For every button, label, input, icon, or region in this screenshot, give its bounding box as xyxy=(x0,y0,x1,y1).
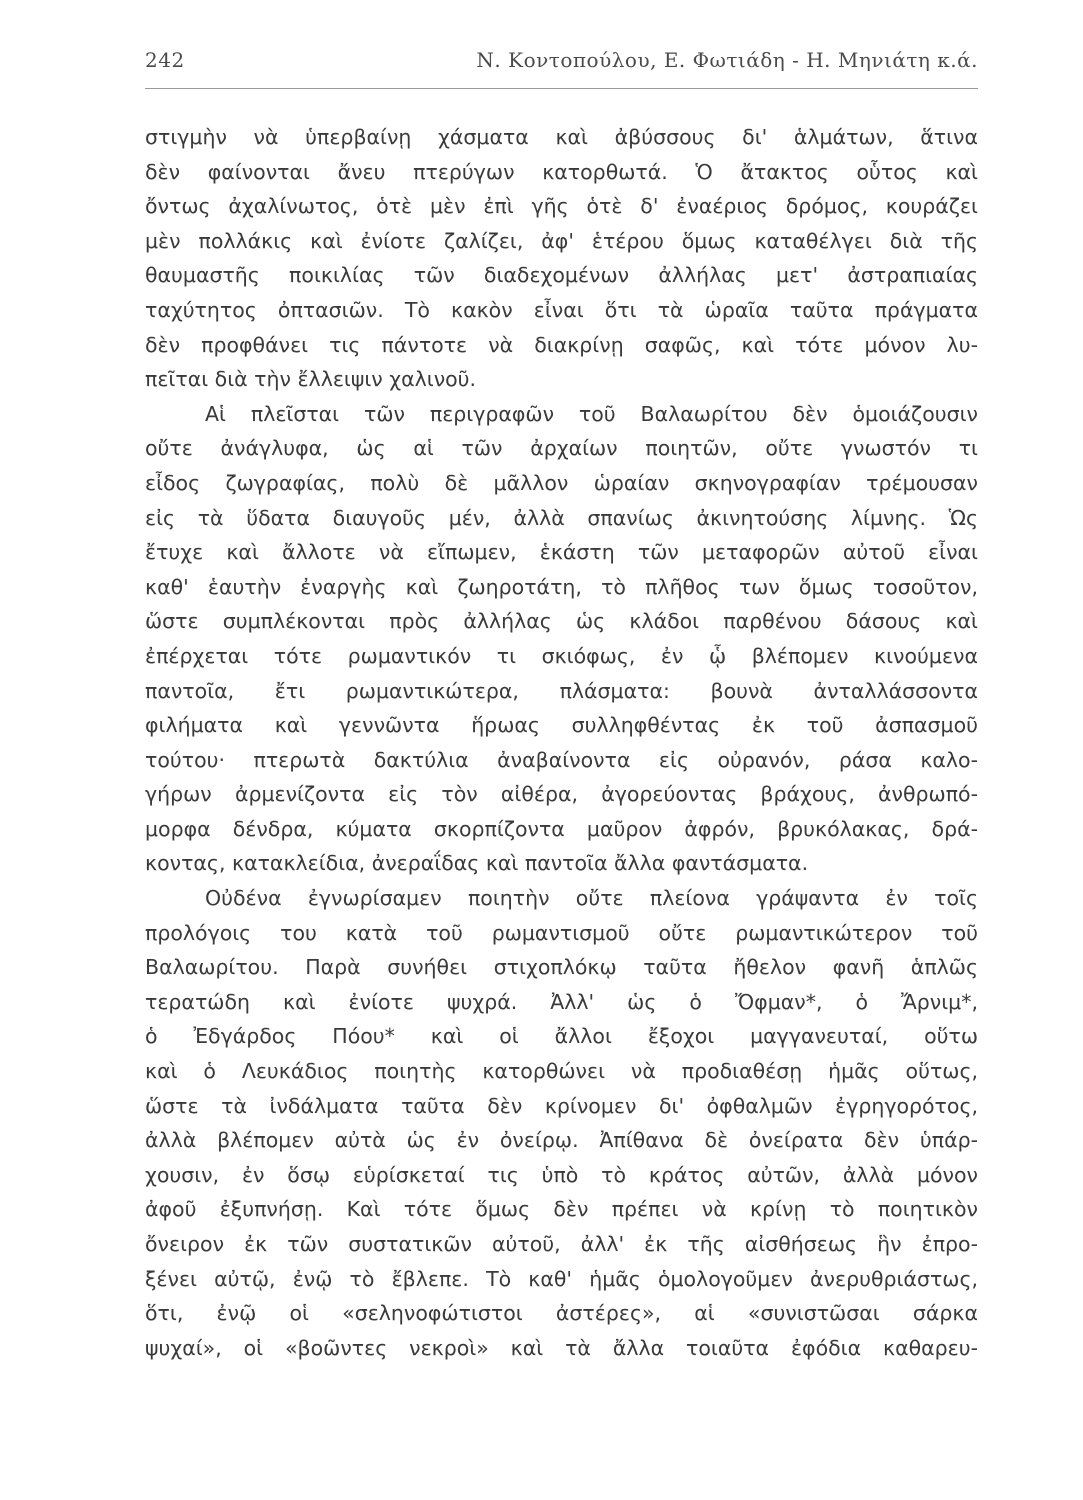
text-line: Αἱ πλεῖσται τῶν περιγραφῶν τοῦ Βαλαωρίτου δὲν ὁμοιάζουσιν xyxy=(205,401,978,426)
text-line: ταχύτητος ὀπτασιῶν. Τὸ κακὸν εἶναι ὅτι τὰ ὡραῖα ταῦτα πράγματα xyxy=(145,297,978,322)
text-line: παντοῖα, ἔτι ρωμαντικώτερα, πλάσματα: βουνὰ ἀνταλλάσσοντα xyxy=(145,678,978,703)
header-rule xyxy=(145,88,978,89)
text-line: προλόγοις του κατὰ τοῦ ρωμαντισμοῦ οὔτε ρωμαντικώτερον τοῦ xyxy=(145,920,978,945)
body-text xyxy=(145,120,978,1365)
text-line: ἐπέρχεται τότε ρωμαντικόν τι σκιόφως, ἐν ᾧ βλέπομεν κινούμενα xyxy=(145,643,978,668)
text-line: κοντας, κατακλείδια, ἀνεραΐδας καὶ παντοῖα ἄλλα φαντάσματα. xyxy=(145,851,809,876)
text-line: θαυμαστῆς ποικιλίας τῶν διαδεχομένων ἀλλήλας μετ' ἀστραπιαίας xyxy=(145,263,978,288)
text-line: ὄνειρον ἐκ τῶν συστατικῶν αὐτοῦ, ἀλλ' ἐκ τῆς αἰσθήσεως ἣν ἐπρο- xyxy=(145,1232,978,1256)
text-line: δὲν φαίνονται ἄνευ πτερύγων κατορθωτά. Ὁ ἄτακτος οὗτος καὶ xyxy=(145,159,978,184)
text-line: ἔτυχε καὶ ἄλλοτε νὰ εἴπωμεν, ἑκάστη τῶν μεταφορῶν αὐτοῦ εἶναι xyxy=(145,540,978,565)
text-line: χουσιν, ἐν ὅσῳ εὑρίσκεταί τις ὑπὸ τὸ κράτος αὐτῶν, ἀλλὰ μόνον xyxy=(145,1162,978,1187)
text-line: μὲν πολλάκις καὶ ἐνίοτε ζαλίζει, ἀφ' ἑτέρου ὅμως καταθέλγει διὰ τῆς xyxy=(145,228,978,253)
page-number: 242 xyxy=(145,48,185,72)
text-line: εἶδος ζωγραφίας, πολὺ δὲ μᾶλλον ὡραίαν σκηνογραφίαν τρέμουσαν xyxy=(145,470,978,495)
text-line: ψυχαί», οἱ «βοῶντες νεκροὶ» καὶ τὰ ἄλλα τοιαῦτα ἐφόδια καθαρευ- xyxy=(145,1335,978,1360)
text-line: δὲν προφθάνει τις πάντοτε νὰ διακρίνῃ σαφῶς, καὶ τότε μόνον λυ- xyxy=(145,332,978,357)
text-line: καθ' ἑαυτὴν ἐναργὴς καὶ ζωηροτάτη, τὸ πλῆθος των ὅμως τοσοῦτον, xyxy=(145,574,978,599)
text-line: ἀλλὰ βλέπομεν αὐτὰ ὡς ἐν ὀνείρῳ. Ἀπίθανα δὲ ὀνείρατα δὲν ὑπάρ- xyxy=(145,1128,978,1153)
text-line: τούτου· πτερωτὰ δακτύλια ἀναβαίνοντα εἰς οὐρανόν, ράσα καλο- xyxy=(145,747,978,772)
text-line: στιγμὴν νὰ ὑπερβαίνῃ χάσματα καὶ ἀβύσσους δι' ἁλμάτων, ἅτινα xyxy=(145,125,978,149)
text-line: ὥστε τὰ ἰνδάλματα ταῦτα δὲν κρίνομεν δι' ὀφθαλμῶν ἐγρηγορότος, xyxy=(145,1093,978,1118)
text-line: φιλήματα καὶ γεννῶντα ἥρωας συλληφθέντας ἐκ τοῦ ἀσπασμοῦ xyxy=(145,713,978,738)
text-line: καὶ ὁ Λευκάδιος ποιητὴς κατορθώνει νὰ προδιαθέσῃ ἡμᾶς οὕτως, xyxy=(145,1059,978,1084)
text-line: ἀφοῦ ἐξυπνήσῃ. Καὶ τότε ὅμως δὲν πρέπει νὰ κρίνῃ τὸ ποιητικὸν xyxy=(145,1197,978,1222)
page-header xyxy=(145,48,978,88)
text-line: ὅτι, ἐνῷ οἱ «σεληνοφώτιστοι ἀστέρες», αἱ «συνιστῶσαι σάρκα xyxy=(145,1301,978,1326)
text-line: μορφα δένδρα, κύματα σκορπίζοντα μαῦρον ἀφρόν, βρυκόλακας, δρά- xyxy=(145,816,978,841)
running-head: Ν. Κοντοπούλου, Ε. Φωτιάδη - Η. Μηνιάτη κ.ά. xyxy=(476,48,978,72)
text-line: οὔτε ἀνάγλυφα, ὡς αἱ τῶν ἀρχαίων ποιητῶν, οὔτε γνωστόν τι xyxy=(145,436,978,461)
text-line: ὥστε συμπλέκονται πρὸς ἀλλήλας ὡς κλάδοι παρθένου δάσους καὶ xyxy=(145,609,978,634)
text-line: ὄντως ἀχαλίνωτος, ὁτὲ μὲν ἐπὶ γῆς ὁτὲ δ' ἐναέριος δρόμος, κουράζει xyxy=(145,194,978,219)
text-line: Βαλαωρίτου. Παρὰ συνήθει στιχοπλόκῳ ταῦτα ἤθελον φανῆ ἁπλῶς xyxy=(145,955,978,980)
text-line: ξένει αὐτῷ, ἐνῷ τὸ ἔβλεπε. Τὸ καθ' ἡμᾶς ὁμολογοῦμεν ἀνερυθριάστως, xyxy=(145,1266,978,1291)
text-line: ὁ Ἐδγάρδος Πόου* καὶ οἱ ἄλλοι ἔξοχοι μαγγανευταί, οὕτω xyxy=(145,1024,978,1049)
text-line: Οὐδένα ἐγνωρίσαμεν ποιητὴν οὔτε πλείονα γράψαντα ἐν τοῖς xyxy=(205,886,978,911)
text-line: γήρων ἀρμενίζοντα εἰς τὸν αἰθέρα, ἀγορεύοντας βράχους, ἀνθρωπό- xyxy=(145,782,978,807)
text-line: πεῖται διὰ τὴν ἔλλειψιν χαλινοῦ. xyxy=(145,367,477,392)
text-line: τερατώδη καὶ ἐνίοτε ψυχρά. Ἀλλ' ὡς ὁ Ὄφμαν*, ὁ Ἄρνιμ*, xyxy=(145,989,978,1014)
text-line: εἰς τὰ ὕδατα διαυγοῦς μέν, ἀλλὰ σπανίως ἀκινητούσης λίμνης. Ὡς xyxy=(145,505,978,530)
